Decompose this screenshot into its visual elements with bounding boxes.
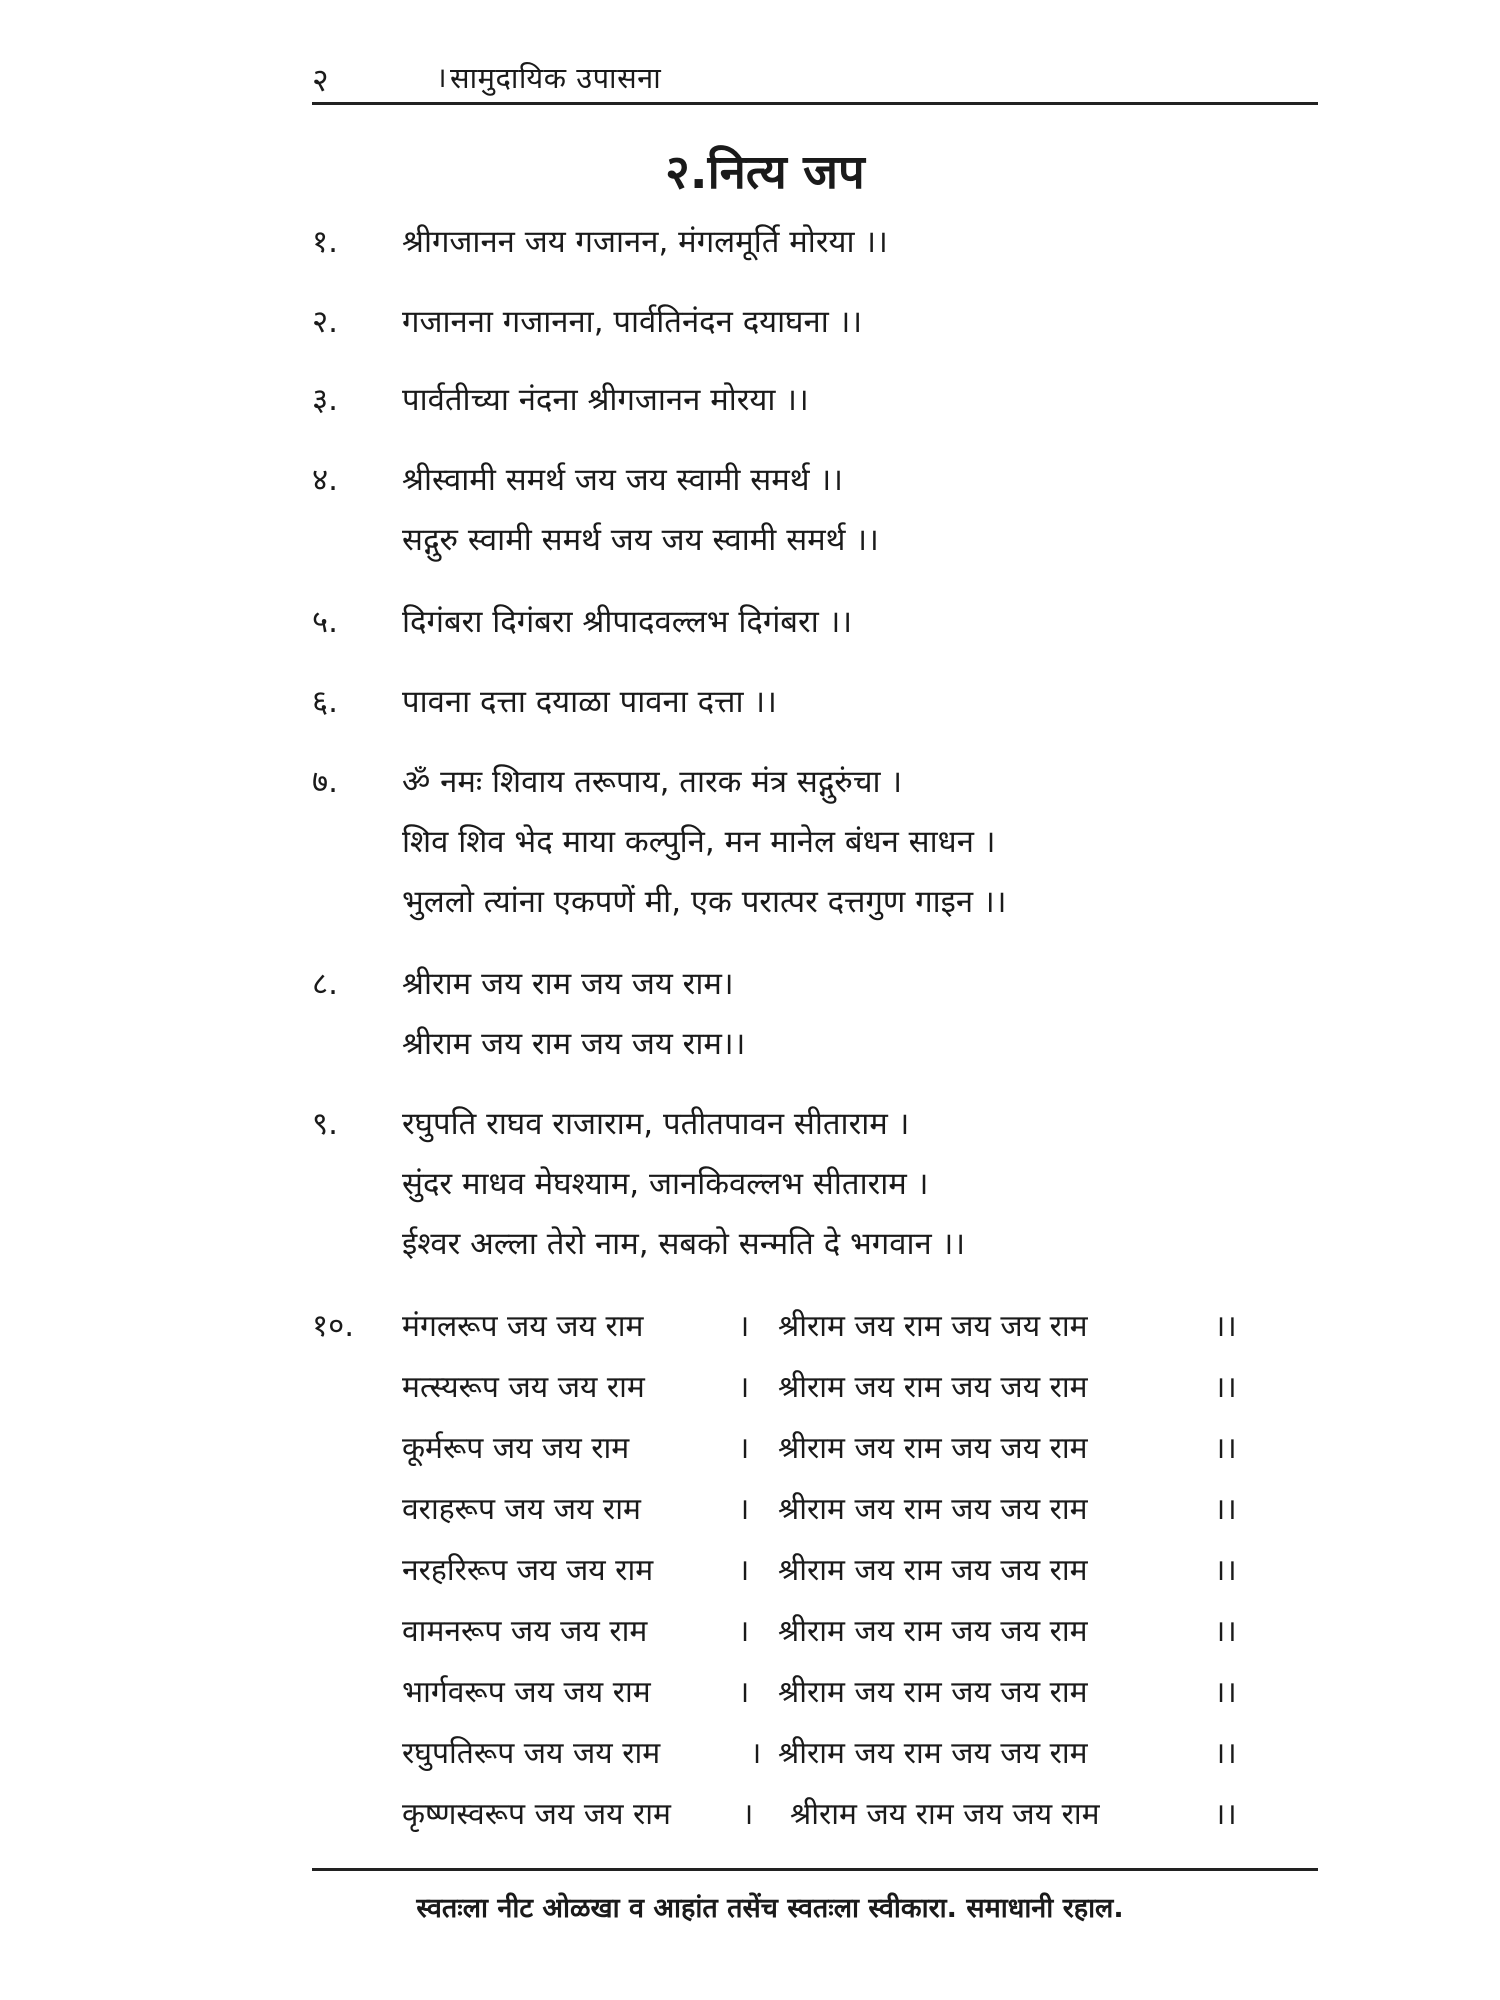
header-separator: । <box>436 61 447 94</box>
running-title: सामुदायिक उपासना <box>450 61 662 95</box>
section-title: २.नित्य जप <box>665 145 865 200</box>
danda: । <box>738 1431 750 1466</box>
double-danda: ।। <box>1214 1675 1237 1710</box>
verse-line: श्रीस्वामी समर्थ जय जय स्वामी समर्थ ।। <box>402 462 843 498</box>
danda: । <box>738 1614 750 1649</box>
double-danda: ।। <box>1214 1309 1237 1344</box>
chant-row-right: श्रीराम जय राम जय जय राम <box>778 1736 1088 1771</box>
danda: । <box>742 1797 754 1832</box>
chant-row-left: नरहरिरूप जय जय राम <box>402 1553 654 1588</box>
chant-row-left: मत्स्यरूप जय जय राम <box>402 1370 645 1405</box>
danda: । <box>750 1736 762 1771</box>
item-number: १. <box>312 224 338 260</box>
double-danda: ।। <box>1214 1431 1237 1466</box>
page-number: २ <box>312 61 329 99</box>
item-number: ७. <box>312 764 338 800</box>
danda: । <box>738 1492 750 1527</box>
chant-row-left: वामनरूप जय जय राम <box>402 1614 648 1649</box>
double-danda: ।। <box>1214 1553 1237 1588</box>
danda: । <box>738 1675 750 1710</box>
double-danda: ।। <box>1214 1736 1237 1771</box>
item-number: ८. <box>312 966 338 1002</box>
chant-row-left: वराहरूप जय जय राम <box>402 1492 641 1527</box>
verse-line: पावना दत्ता दयाळा पावना दत्ता ।। <box>402 684 777 720</box>
chant-row-right: श्रीराम जय राम जय जय राम <box>790 1797 1100 1832</box>
item-number: १०. <box>312 1308 355 1344</box>
verse-line: गजानना गजानना, पार्वतिनंदन दयाघना ।। <box>402 304 863 340</box>
chant-row-right: श्रीराम जय राम जय जय राम <box>778 1492 1088 1527</box>
verse-line: दिगंबरा दिगंबरा श्रीपादवल्लभ दिगंबरा ।। <box>402 604 853 640</box>
footer-quote: स्वतःला नीट ओळखा व आहांत तसेंच स्वतःला स्वीकारा. समाधानी रहाल. <box>416 1893 1124 1924</box>
double-danda: ।। <box>1214 1614 1237 1649</box>
footer-rule <box>312 1868 1318 1871</box>
item-number: ९. <box>312 1106 338 1142</box>
chant-row-right: श्रीराम जय राम जय जय राम <box>778 1614 1088 1649</box>
running-header <box>312 52 1312 104</box>
chant-row-left: भार्गवरूप जय जय राम <box>402 1675 651 1710</box>
chant-row-right: श्रीराम जय राम जय जय राम <box>778 1553 1088 1588</box>
double-danda: ।। <box>1214 1492 1237 1527</box>
double-danda: ।। <box>1214 1797 1237 1832</box>
verse-line: भुललो त्यांना एकपणें मी, एक परात्पर दत्तगुण गाइन ।। <box>402 884 1007 920</box>
double-danda: ।। <box>1214 1370 1237 1405</box>
danda: । <box>738 1370 750 1405</box>
verse-line: शिव शिव भेद माया कल्पुनि, मन मानेल बंधन साधन । <box>402 824 996 860</box>
verse-line: श्रीराम जय राम जय जय राम। <box>402 966 734 1002</box>
chant-row-left: कृष्णस्वरूप जय जय राम <box>402 1797 671 1832</box>
header-rule <box>312 102 1318 105</box>
verse-line: श्रीगजानन जय गजानन, मंगलमूर्ति मोरया ।। <box>402 224 888 260</box>
chant-row-right: श्रीराम जय राम जय जय राम <box>778 1309 1088 1344</box>
verse-line: सद्गुरु स्वामी समर्थ जय जय स्वामी समर्थ ।। <box>402 522 879 558</box>
danda: । <box>738 1553 750 1588</box>
chant-row-left: मंगलरूप जय जय राम <box>402 1309 644 1344</box>
chant-row-left: रघुपतिरूप जय जय राम <box>402 1736 661 1771</box>
item-number: ६. <box>312 684 338 720</box>
item-number: २. <box>312 304 338 340</box>
verse-line: सुंदर माधव मेघश्याम, जानकिवल्लभ सीताराम । <box>402 1166 929 1202</box>
chant-row-right: श्रीराम जय राम जय जय राम <box>778 1370 1088 1405</box>
item-number: ५. <box>312 604 338 640</box>
chant-row-right: श्रीराम जय राम जय जय राम <box>778 1431 1088 1466</box>
item-number: ४. <box>312 462 338 498</box>
verse-line: ईश्वर अल्ला तेरो नाम, सबको सन्मति दे भगवान ।। <box>402 1226 966 1262</box>
verse-line: पार्वतीच्या नंदना श्रीगजानन मोरया ।। <box>402 382 809 418</box>
verse-line: श्रीराम जय राम जय जय राम।। <box>402 1026 746 1062</box>
verse-line: रघुपति राघव राजाराम, पतीतपावन सीताराम । <box>402 1106 910 1142</box>
chant-row-right: श्रीराम जय राम जय जय राम <box>778 1675 1088 1710</box>
chant-row-left: कूर्मरूप जय जय राम <box>402 1431 630 1466</box>
verse-line: ॐ नमः शिवाय तरूपाय, तारक मंत्र सद्गुरुंचा । <box>402 764 903 800</box>
danda: । <box>738 1309 750 1344</box>
item-number: ३. <box>312 382 338 418</box>
